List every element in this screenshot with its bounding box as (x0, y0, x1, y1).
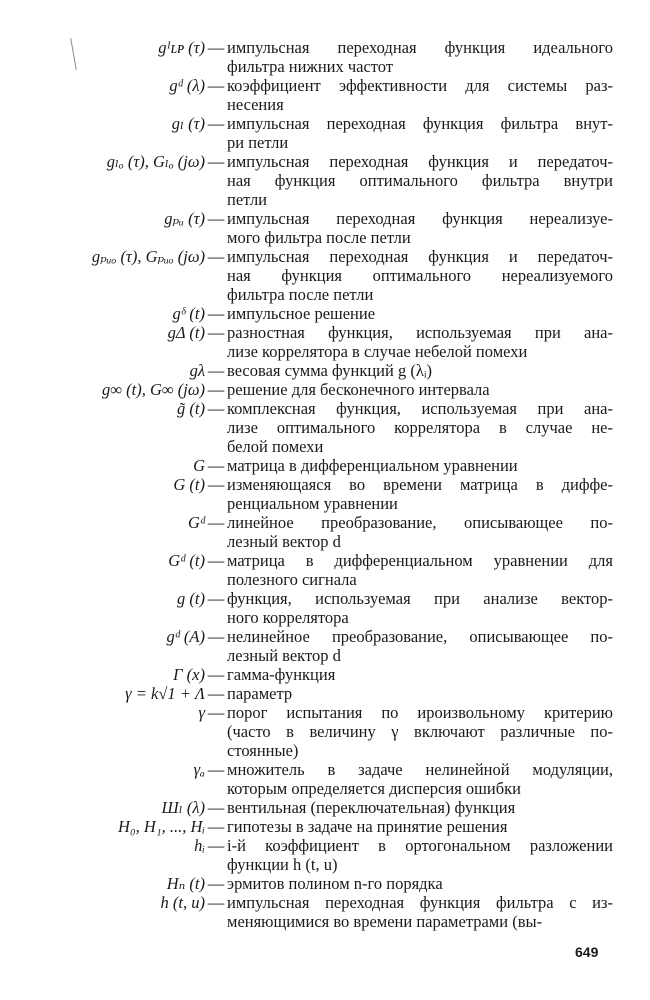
entry-description (227, 247, 613, 304)
notation-entry (0, 380, 650, 399)
entry-description (227, 361, 613, 380)
description-line: меняющимися во времени параметрами (вы- (227, 912, 543, 931)
description-line: параметр (227, 684, 293, 703)
notation-entry (0, 589, 650, 627)
description-line: ная функция оптимального нереализуемого (227, 266, 613, 285)
notation-entry (0, 152, 650, 209)
entry-dash: — (207, 589, 225, 608)
description-line: множитель в задаче нелинейной модуляции, (227, 760, 613, 779)
notation-entry (0, 703, 650, 760)
entry-description (227, 893, 613, 931)
notation-entry (0, 247, 650, 304)
entry-description (227, 456, 613, 475)
entry-dash: — (207, 399, 225, 418)
entry-symbol: γₐ (193, 760, 205, 779)
entry-dash: — (207, 627, 225, 646)
entry-dash: — (207, 760, 225, 779)
description-line: стоянные) (227, 741, 299, 760)
entry-description (227, 38, 613, 76)
description-line: которым определяется дисперсия ошибки (227, 779, 521, 798)
entry-dash: — (207, 38, 225, 57)
entry-symbol: Шₗ (λ) (161, 798, 205, 817)
entry-description (227, 589, 613, 627)
entry-symbol: gᵈ (λ) (169, 76, 205, 95)
entry-symbol: gΔ (t) (167, 323, 205, 342)
entry-symbol: H₀, H₁, ..., Hᵢ (118, 817, 205, 836)
entry-description (227, 627, 613, 665)
entry-symbol: g̃ (t) (177, 399, 205, 418)
entry-description (227, 114, 613, 152)
description-line: мого фильтра после петли (227, 228, 411, 247)
entry-symbol: Hₙ (t) (166, 874, 205, 893)
entry-symbol: G (t) (173, 475, 205, 494)
description-line: i-й коэффициент в ортогональном разложении (227, 836, 613, 855)
entry-dash: — (207, 513, 225, 532)
notation-entry (0, 76, 650, 114)
description-line: (часто в величину γ включают различные по- (227, 722, 613, 741)
notation-entry (0, 361, 650, 380)
entry-dash: — (207, 703, 225, 722)
description-line: линейное преобразование, описывающее по- (227, 513, 613, 532)
entry-symbol: γ = k√1 + Λ (125, 684, 205, 703)
entry-symbol: Gᵈ (187, 513, 205, 532)
entry-dash: — (207, 247, 225, 266)
notation-entry (0, 627, 650, 665)
notation-list (0, 38, 650, 931)
description-line: функция, используемая при анализе вектор- (227, 589, 613, 608)
entry-dash: — (207, 456, 225, 475)
notation-entry (0, 38, 650, 76)
entry-dash: — (207, 76, 225, 95)
entry-dash: — (207, 798, 225, 817)
notation-entry (0, 665, 650, 684)
notation-entry (0, 893, 650, 931)
description-line: порог испытания по ироизвольному критерию (227, 703, 613, 722)
notation-entry (0, 513, 650, 551)
entry-description (227, 817, 613, 836)
entry-dash: — (207, 152, 225, 171)
description-line: ри петли (227, 133, 289, 152)
description-line: весовая сумма функций g (λᵢ) (227, 361, 433, 380)
description-line: лезный вектор d (227, 532, 341, 551)
notation-entry (0, 551, 650, 589)
description-line: матрица в дифференциальном уравнении для (227, 551, 613, 570)
description-line: лизе оптимального коррелятора в случае не- (227, 418, 613, 437)
description-line: ная функция оптимального фильтра внутри (227, 171, 613, 190)
entry-description (227, 209, 613, 247)
description-line: функции h (t, u) (227, 855, 338, 874)
entry-dash: — (207, 380, 225, 399)
description-line: коэффициент эффективности для системы раз- (227, 76, 613, 95)
description-line: вентильная (переключательная) функция (227, 798, 516, 817)
notation-entry (0, 475, 650, 513)
description-line: импульсная переходная функция фильтра с из- (227, 893, 613, 912)
notation-entry (0, 874, 650, 893)
entry-symbol: gλ (189, 361, 205, 380)
entry-symbol: Γ (x) (173, 665, 205, 684)
entry-dash: — (207, 323, 225, 342)
entry-symbol: gₚᵤₒ (τ), Gₚᵤₒ (jω) (91, 247, 205, 266)
entry-symbol: g (t) (177, 589, 205, 608)
entry-description (227, 380, 613, 399)
entry-description (227, 703, 613, 760)
entry-dash: — (207, 874, 225, 893)
description-line: комплексная функция, используемая при ана- (227, 399, 613, 418)
description-line: импульсная переходная функция идеального (227, 38, 613, 57)
entry-description (227, 874, 613, 893)
entry-dash: — (207, 209, 225, 228)
notation-entry (0, 456, 650, 475)
entry-description (227, 152, 613, 209)
notation-entry (0, 114, 650, 152)
notation-entry (0, 323, 650, 361)
entry-description (227, 513, 613, 551)
description-line: фильтра после петли (227, 285, 374, 304)
page-number: 649 (575, 944, 599, 960)
description-line: эрмитов полином n-го порядка (227, 874, 443, 893)
notation-entry (0, 209, 650, 247)
entry-symbol: g∞ (t), G∞ (jω) (102, 380, 205, 399)
entry-dash: — (207, 551, 225, 570)
entry-dash: — (207, 893, 225, 912)
entry-dash: — (207, 361, 225, 380)
description-line: импульсное решение (227, 304, 376, 323)
description-line: разностная функция, используемая при ана- (227, 323, 613, 342)
description-line: несения (227, 95, 284, 114)
entry-dash: — (207, 817, 225, 836)
notation-entry (0, 798, 650, 817)
description-line: импульсная переходная функция фильтра внут- (227, 114, 613, 133)
entry-symbol: gᵈ (A) (166, 627, 205, 646)
description-line: нелинейное преобразование, описывающее по- (227, 627, 613, 646)
entry-symbol: h (t, u) (160, 893, 205, 912)
entry-symbol: Gᵈ (t) (168, 551, 205, 570)
entry-description (227, 836, 613, 874)
description-line: петли (227, 190, 268, 209)
entry-description (227, 475, 613, 513)
entry-dash: — (207, 114, 225, 133)
description-line: фильтра нижних частот (227, 57, 394, 76)
entry-symbol: gᴵʟᴘ (τ) (158, 38, 205, 57)
description-line: ного коррелятора (227, 608, 349, 627)
notation-entry (0, 817, 650, 836)
entry-symbol: γ (198, 703, 205, 722)
entry-dash: — (207, 304, 225, 323)
entry-dash: — (207, 475, 225, 494)
entry-dash: — (207, 684, 225, 703)
entry-description (227, 399, 613, 456)
entry-symbol: gₗ (τ) (171, 114, 205, 133)
description-line: матрица в дифференциальном уравнении (227, 456, 518, 475)
entry-description (227, 76, 613, 114)
entry-description (227, 551, 613, 589)
entry-description (227, 304, 613, 323)
entry-description (227, 323, 613, 361)
description-line: гипотезы в задаче на принятие решения (227, 817, 508, 836)
notation-entry (0, 399, 650, 456)
entry-symbol: gᵟ (t) (172, 304, 205, 323)
entry-description (227, 665, 613, 684)
description-line: решение для бесконечного интервала (227, 380, 490, 399)
entry-description (227, 684, 613, 703)
description-line: импульсная переходная функция и передаточ- (227, 247, 613, 266)
description-line: изменяющаяся во времени матрица в диффе- (227, 475, 613, 494)
entry-dash: — (207, 665, 225, 684)
entry-dash: — (207, 836, 225, 855)
description-line: гамма-функция (227, 665, 336, 684)
description-line: лизе коррелятора в случае небелой помехи (227, 342, 528, 361)
description-line: импульсная переходная функция нереализуе- (227, 209, 613, 228)
description-line: белой помехи (227, 437, 324, 456)
description-line: импульсная переходная функция и передаточ- (227, 152, 613, 171)
description-line: полезного сигнала (227, 570, 357, 589)
description-line: ренциальном уравнении (227, 494, 398, 513)
notation-entry (0, 684, 650, 703)
description-line: лезный вектор d (227, 646, 341, 665)
entry-description (227, 798, 613, 817)
entry-symbol: gₗₒ (τ), Gₗₒ (jω) (106, 152, 205, 171)
entry-symbol: G (193, 456, 205, 475)
notation-entry (0, 760, 650, 798)
entry-description (227, 760, 613, 798)
notation-entry (0, 304, 650, 323)
entry-symbol: hᵢ (194, 836, 205, 855)
notation-entry (0, 836, 650, 874)
entry-symbol: gₚᵤ (τ) (164, 209, 205, 228)
